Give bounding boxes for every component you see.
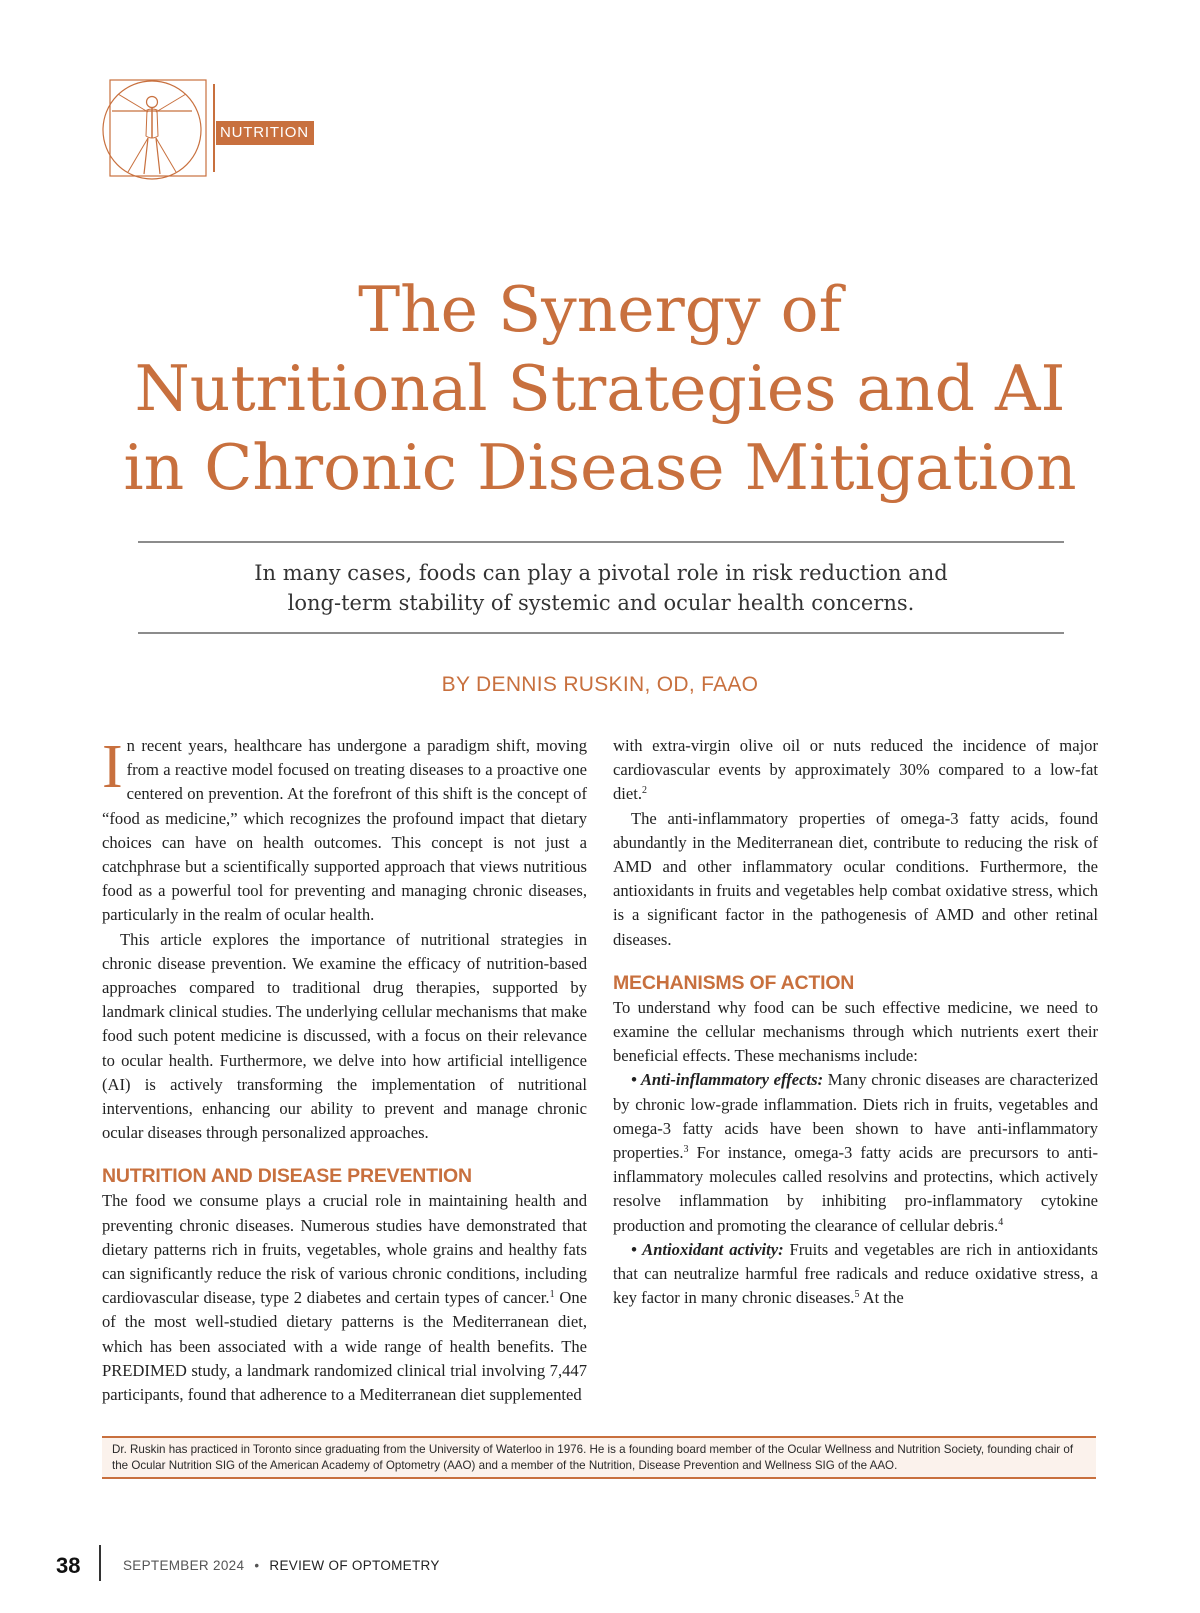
- paragraph-text: Fruits and vegetables are rich in antioxidants that can neutralize harmful free radicals and reduce oxidative stress, a key factor in many chronic diseases.: [613, 1239, 1098, 1308]
- paragraph-text: Many chronic diseases are characterized by chronic low-grade inflammation. Diets rich in fruits, vegetables and omega-3 fatty acids have been shown to have anti-inflammatory properties.: [613, 1070, 1099, 1163]
- publication-name: REVIEW OF OPTOMETRY: [269, 1558, 440, 1573]
- bullet-label: • Anti-inflammatory effects:: [631, 1070, 824, 1090]
- deck-top-rule: [138, 541, 1064, 543]
- body-paragraph: [102, 734, 587, 928]
- article-deck: [138, 558, 1064, 618]
- subheading-nutrition-disease-prevention: NUTRITION AND DISEASE PREVENTION: [102, 1165, 472, 1188]
- bullet-antioxidant: [613, 1238, 1098, 1311]
- body-paragraph: [102, 1189, 587, 1407]
- article-title-line: Nutritional Strategies and AI: [134, 352, 1066, 425]
- vitruvian-man-icon: [98, 78, 208, 182]
- article-title-line: in Chronic Disease Mitigation: [123, 431, 1077, 504]
- reference-marker: 1: [549, 1289, 555, 1301]
- subheading-mechanisms-of-action: MECHANISMS OF ACTION: [613, 971, 855, 994]
- deck-bottom-rule: [138, 632, 1064, 634]
- reference-marker: 2: [642, 785, 648, 797]
- drop-cap: I: [102, 733, 123, 801]
- bullet-anti-inflammatory: [613, 1068, 1098, 1237]
- reference-marker: 5: [854, 1289, 860, 1301]
- section-divider: [213, 84, 215, 172]
- body-paragraph-continued: [613, 734, 1098, 807]
- paragraph-text: n recent years, healthcare has undergone a paradigm shift, moving from a reactive model focused on treating diseases to a proactive one centered on prevention. At the forefront of this shift is the concept of “food as medicine,” which recognizes the profound impact that dietary choices can have on health outcomes. This concept is not just a catchphrase but a scientifically supported approach that views nutritious food as a powerful tool for preventing and managing chronic diseases, particularly in the realm of ocular health.: [102, 736, 587, 925]
- article-title-line: The Synergy of: [358, 273, 842, 346]
- paragraph-text: One of the most well-studied dietary patterns is the Mediterranean diet, which has been associated with a wide range of health benefits. The PREDIMED study, a landmark randomized clinical trial involving 7,447 participants, found that adherence to a Mediterranean diet supplemented: [102, 1288, 588, 1405]
- folio-line: [123, 1558, 440, 1573]
- section-tag: NUTRITION: [216, 121, 314, 145]
- paragraph-text: At the: [859, 1288, 904, 1308]
- article-title: [60, 270, 1140, 507]
- body-column-right: [613, 734, 1098, 1310]
- deck-line: In many cases, foods can play a pivotal role in risk reduction and: [254, 561, 948, 585]
- page-number: 38: [56, 1553, 81, 1578]
- reference-marker: 3: [683, 1144, 689, 1156]
- issue-date: SEPTEMBER 2024: [123, 1558, 245, 1573]
- paragraph-text: with extra-virgin olive oil or nuts reduced the incidence of major cardiovascular events by approximately 30% compared to a low-fat diet.: [613, 736, 1098, 804]
- deck-line: long-term stability of systemic and ocular health concerns.: [287, 591, 915, 615]
- body-paragraph: To understand why food can be such effective medicine, we need to examine the cellular mechanisms through which nutrients exert their beneficial effects. These mechanisms include:: [613, 997, 1098, 1066]
- paragraph-text: The food we consume plays a crucial role in maintaining health and preventing chronic diseases. Numerous studies have demonstrated that dietary patterns rich in fruits, vegetables, whole grains and healthy fats can significantly reduce the risk of various chronic conditions, including cardiovascular disease, type 2 diabetes and certain types of cancer.: [102, 1191, 587, 1308]
- folio-separator: •: [254, 1558, 260, 1573]
- body-paragraph: This article explores the importance of nutritional strategies in chronic disease prevention. We examine the efficacy of nutrition-based approaches compared to traditional drug therapies, supported by landmark clinical studies. The underlying cellular mechanisms that make food such potent medicine is discussed, with a focus on their relevance to ocular health. Furthermore, we delve into how artificial intelligence (AI) is actively transforming the implementation of nutritional interventions, enhancing our ability to prevent and manage chronic ocular diseases through personalized approaches.: [102, 929, 587, 1143]
- bullet-label: • Antioxidant activity:: [631, 1239, 784, 1259]
- folio-divider: [99, 1545, 101, 1581]
- reference-marker: 4: [998, 1216, 1004, 1228]
- paragraph-text: For instance, omega-3 fatty acids are precursors to anti-inflammatory molecules called resolvins and protectins, which actively resolve inflammation by inhibiting pro-inflammatory cytokine production and promoting the clearance of cellular debris.: [613, 1143, 1098, 1235]
- author-bio: Dr. Ruskin has practiced in Toronto since graduating from the University of Waterloo in 1976. He is a founding board member of the Ocular Wellness and Nutrition Society, founding chair of the Ocular Nutrition SIG of the American Academy of Optometry (AAO) and a member of the Nutrition, Disease Prevention and Wellness SIG of the AAO.: [102, 1436, 1096, 1479]
- byline: BY DENNIS RUSKIN, OD, FAAO: [441, 673, 759, 696]
- body-column-left: [102, 734, 587, 1407]
- body-paragraph: The anti-inflammatory properties of omega-3 fatty acids, found abundantly in the Mediterranean diet, contribute to reducing the risk of AMD and other inflammatory ocular conditions. Furthermore, the antioxidants in fruits and vegetables help combat oxidative stress, which is a significant factor in the pathogenesis of AMD and other retinal diseases.: [613, 808, 1098, 949]
